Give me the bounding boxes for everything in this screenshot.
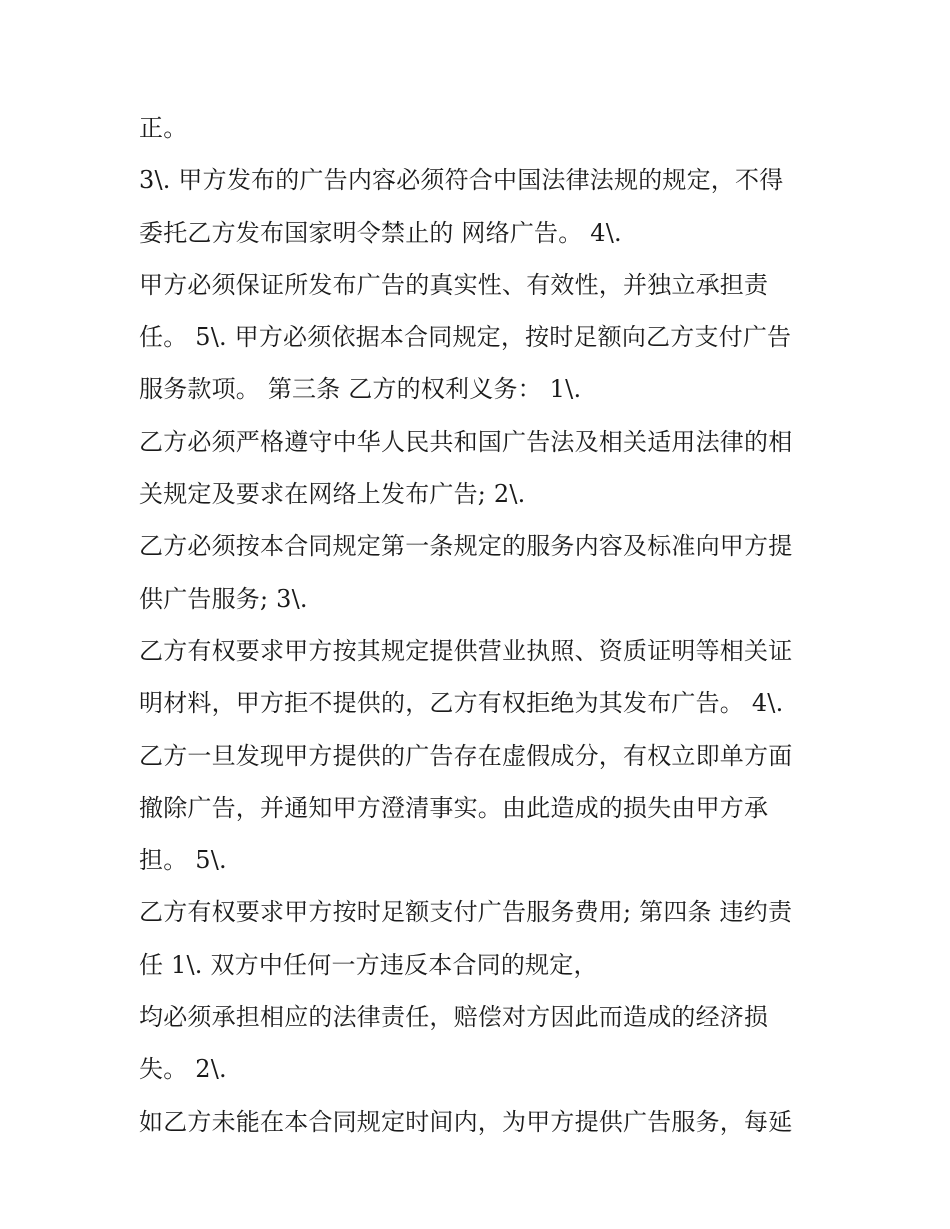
text-line: 担。 5\. xyxy=(139,846,227,875)
text-line: 乙方有权要求甲方按时足额支付广告服务费用; 第四条 违约责 xyxy=(139,898,793,927)
text-line: 如乙方未能在本合同规定时间内，为甲方提供广告服务，每延 xyxy=(139,1107,793,1136)
contract-text-body xyxy=(139,106,829,1152)
text-line: 撤除广告，并通知甲方澄清事实。由此造成的损失由甲方承 xyxy=(139,793,769,822)
text-line: 乙方必须严格遵守中华人民共和国广告法及相关适用法律的相 xyxy=(139,427,793,456)
text-line: 乙方一旦发现甲方提供的广告存在虚假成分，有权立即单方面 xyxy=(139,741,793,770)
text-line: 供广告服务; 3\. xyxy=(139,584,308,613)
text-line: 均必须承担相应的法律责任，赔偿对方因此而造成的经济损 xyxy=(139,1003,769,1032)
text-line: 3\. 甲方发布的广告内容必须符合中国法律法规的规定，不得 xyxy=(139,166,784,195)
text-line: 任 1\. 双方中任何一方违反本合同的规定， xyxy=(139,950,598,979)
text-line: 明材料，甲方拒不提供的，乙方有权拒绝为其发布广告。 4\. xyxy=(139,689,784,718)
text-line: 乙方有权要求甲方按其规定提供营业执照、资质证明等相关证 xyxy=(139,636,793,665)
text-line: 甲方必须保证所发布广告的真实性、有效性，并独立承担责 xyxy=(139,270,769,299)
text-line: 委托乙方发布国家明令禁止的 网络广告。 4\. xyxy=(139,218,622,247)
text-line: 服务款项。 第三条 乙方的权利义务： 1\. xyxy=(139,375,582,404)
text-line: 正。 xyxy=(139,114,188,142)
text-line: 乙方必须按本合同规定第一条规定的服务内容及标准向甲方提 xyxy=(139,532,793,561)
text-line: 任。 5\. 甲方必须依据本合同规定，按时足额向乙方支付广告 xyxy=(139,323,792,352)
text-line: 关规定及要求在网络上发布广告; 2\. xyxy=(139,480,526,509)
text-line: 失。 2\. xyxy=(139,1055,227,1084)
